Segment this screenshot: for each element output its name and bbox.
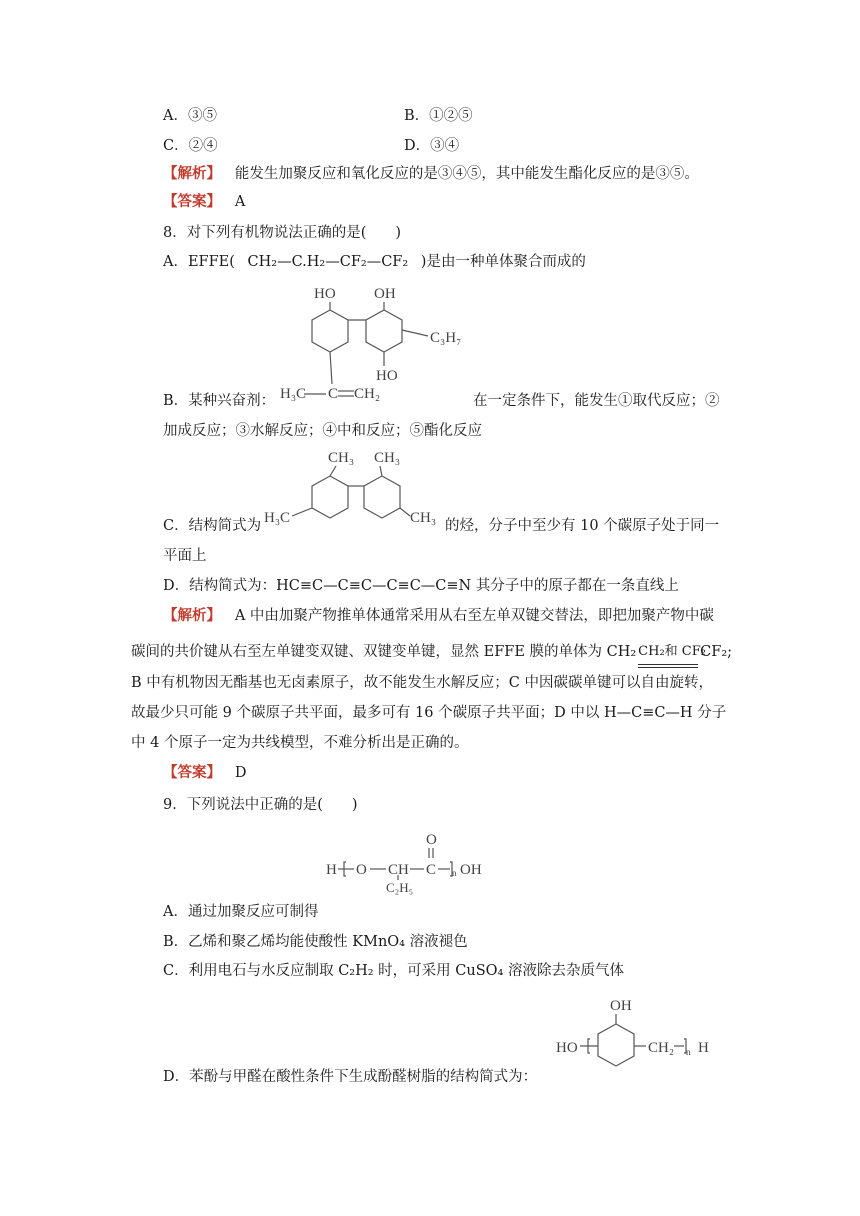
stimulant-structure bbox=[270, 280, 500, 414]
b-ho3: HO bbox=[376, 368, 398, 384]
option-a-prefix: A．EFFE( bbox=[163, 254, 235, 270]
phenolic-resin-structure bbox=[556, 994, 726, 1078]
q7-option-c: C．②④ bbox=[163, 138, 218, 154]
q8-analysis-line2 bbox=[131, 642, 732, 662]
q8-option-c-pre: C．结构简式为 bbox=[163, 518, 262, 534]
c-h3c: H₃C bbox=[264, 510, 291, 526]
option-a-suffix: )是由一种单体聚合而成的 bbox=[420, 254, 586, 270]
q9d-oh: OH bbox=[610, 998, 632, 1014]
b-c: C bbox=[328, 386, 339, 402]
analysis-text: 能发生加聚反应和氧化反应的是③④⑤，其中能发生酯化反应的是③⑤。 bbox=[234, 166, 699, 182]
q8-analysis-line5: 中 4 个原子一定为共线模型，不难分析出是正确的。 bbox=[131, 735, 469, 751]
analysis-line1-text: A 中由加聚产物推单体通常采用从右至左单双键交替法，即把加聚产物中碳 bbox=[234, 608, 714, 624]
answer-value: A bbox=[234, 194, 246, 210]
q9d-n: n bbox=[686, 1047, 691, 1057]
c-ring-left bbox=[312, 476, 348, 518]
q8-option-a bbox=[163, 252, 586, 272]
b-ring-right bbox=[366, 310, 402, 352]
q8-option-c-post: 的烃，分子中至少有 10 个碳原子处于同一 bbox=[445, 518, 720, 534]
q9-stem: 9．下列说法中正确的是( ) bbox=[163, 797, 358, 813]
c-ring-right bbox=[364, 476, 400, 518]
q7-option-d: D．③④ bbox=[404, 138, 460, 154]
b-c3h7: C₃H₇ bbox=[430, 330, 462, 346]
c-ch3b: CH₃ bbox=[374, 450, 401, 466]
c-ch3a: CH₃ bbox=[328, 450, 355, 466]
q9d-ho: HO bbox=[556, 1040, 578, 1056]
c-ch3c: CH₃ bbox=[410, 510, 437, 526]
q9d-ring bbox=[598, 1024, 634, 1066]
q9a-oh: OH bbox=[460, 862, 482, 878]
q8-stem: 8．对下列有机物说法正确的是( ) bbox=[163, 225, 402, 241]
q8-analysis-line4: 故最少只可能 9 个碳原子共平面，最多可有 16 个碳原子共平面；D 中以 H—C≡C—H 分子 bbox=[131, 705, 727, 721]
polyester-structure bbox=[326, 826, 496, 900]
q9a-c2h5: C₂H₅ bbox=[386, 880, 414, 895]
q9-option-c: C．利用电石与水反应制取 C₂H₂ 时，可采用 CuSO₄ 溶液除去杂质气体 bbox=[163, 963, 624, 979]
q8-option-b-post: 在一定条件下，能发生①取代反应；② bbox=[473, 393, 720, 409]
q8-option-d: D．结构简式为：HC≡C—C≡C—C≡C—C≡N 其分子中的原子都在一条直线上 bbox=[163, 578, 679, 594]
q9a-o2: O bbox=[356, 862, 367, 878]
q8-option-b-pre: B．某种兴奋剂： bbox=[163, 393, 276, 409]
b-ch2: CH₂ bbox=[354, 386, 381, 402]
q9-option-b: B．乙烯和聚乙烯均能使酸性 KMnO₄ 溶液褪色 bbox=[163, 934, 468, 950]
q9d-ch2: CH₂ bbox=[648, 1040, 675, 1056]
q9d-h: H bbox=[698, 1040, 709, 1056]
q8-answer bbox=[163, 763, 246, 783]
q7-answer bbox=[163, 192, 245, 212]
effe-formula-text: CH₂—C.H₂—CF₂—CF₂ bbox=[247, 254, 409, 270]
q7-option-a: A．③⑤ bbox=[163, 108, 217, 124]
q8-option-c-line2: 平面上 bbox=[163, 548, 207, 564]
effe-formula bbox=[248, 254, 413, 270]
analysis-line2-over: CH₂和 CF₂ bbox=[638, 644, 706, 659]
q8-analysis-line3: B 中有机物因无酯基也无卤素原子，故不能发生水解反应；C 中因碳碳单键可以自由旋转， bbox=[131, 675, 713, 691]
q7-analysis bbox=[163, 164, 699, 184]
q9a-n: n bbox=[452, 868, 457, 878]
b-h3c: H₃C bbox=[280, 386, 307, 402]
q9-option-d: D．苯酚与甲醛在酸性条件下生成酚醛树脂的结构简式为： bbox=[163, 1069, 538, 1085]
answer-tag: 【答案】 bbox=[163, 193, 221, 210]
b-ring-left bbox=[312, 310, 348, 352]
q9a-ch: CH bbox=[388, 862, 409, 878]
q9a-c: C bbox=[426, 862, 437, 878]
q8-analysis-line1 bbox=[163, 606, 714, 626]
answer-value: D bbox=[234, 765, 247, 781]
q8-option-b-line2: 加成反应；③水解反应；④中和反应；⑤酯化反应 bbox=[163, 423, 482, 439]
b-oh2: OH bbox=[374, 286, 396, 302]
b-ho1: HO bbox=[314, 286, 336, 302]
q9-option-a: A．通过加聚反应可制得 bbox=[163, 904, 319, 920]
hydrocarbon-structure bbox=[262, 446, 452, 550]
q9a-o: O bbox=[426, 832, 437, 848]
analysis-tag: 【解析】 bbox=[163, 165, 221, 182]
q9a-h: H bbox=[326, 862, 337, 878]
analysis-tag: 【解析】 bbox=[163, 607, 221, 624]
analysis-line2-post: CF₂; bbox=[700, 644, 733, 660]
answer-tag: 【答案】 bbox=[163, 764, 221, 781]
analysis-line2-pre: 碳间的共价键从右至左单键变双键、双键变单键，显然 EFFE 膜的单体为 CH₂ bbox=[131, 644, 637, 660]
q7-option-b: B．①②⑤ bbox=[404, 108, 473, 124]
